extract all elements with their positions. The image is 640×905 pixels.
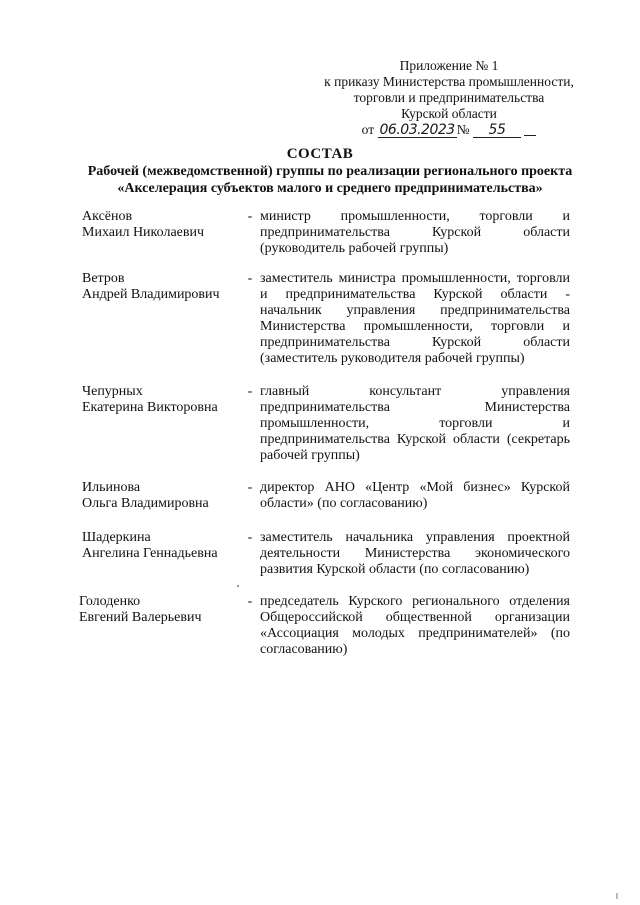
document-title: СОСТАВ [286,146,354,162]
member-name [82,480,242,512]
order-date-number-line [318,122,580,138]
member-role: председатель Курского регионального отделения Общероссийской общественной организации «Ассоциация молодых предпринимателей» (по согласованию) [260,594,570,657]
member-given-names: Ольга Владимировна [82,496,209,511]
subtitle-line-1: Рабочей (межведомственной) группы по реализации регионального проекта [87,164,573,179]
member-name [82,209,242,241]
scan-speck [237,585,239,587]
member-role: заместитель министра промышленности, торговли и предпринимательства Курской области - начальник управления предпринимательства Министерства промышленности, торговли и предпринимательства Курской области (заместитель руководителя рабочей группы) [260,271,570,366]
member-name [79,594,239,626]
member-dash: - [247,271,253,286]
member-surname: Ветров [82,271,125,286]
member-role: главный консультант управления предпринимательства Министерства промышленности, торговли и предпринимательства Курской области (секретарь рабочей группы) [260,384,570,463]
member-surname: Чепурных [82,384,143,399]
member-name [82,271,242,303]
member-given-names: Ангелина Геннадьевна [82,546,218,561]
member-dash: - [247,530,253,545]
member-surname: Голоденко [79,594,141,609]
member-given-names: Евгений Валерьевич [79,610,202,625]
member-role: министр промышленности, торговли и предпринимательства Курской области (руководитель рабочей группы) [260,209,570,256]
member-given-names: Екатерина Викторовна [82,400,218,415]
appendix-ministry: торговли и предпринимательства [353,90,545,105]
scan-corner-mark [616,893,618,899]
member-role: директор АНО «Центр «Мой бизнес» Курской области» (по согласованию) [260,480,570,511]
number-label: № [456,122,470,137]
underline-tail [524,123,536,136]
appendix-number: Приложение № 1 [399,58,499,73]
handwritten-order-number: 55 [473,123,521,138]
appendix-header [318,58,580,138]
member-dash: - [247,480,253,495]
member-name [82,384,242,416]
document-subtitle [60,163,600,197]
member-given-names: Андрей Владимирович [82,287,220,302]
member-given-names: Михаил Николаевич [82,225,205,240]
from-label: от [361,122,375,137]
member-surname: Ильинова [82,480,141,495]
member-name [82,530,242,562]
appendix-region: Курской области [401,106,497,121]
member-dash: - [247,384,253,399]
subtitle-line-2: «Акселерация субъектов малого и среднего предпринимательства» [117,181,543,196]
handwritten-order-date: 06.03.2023 [379,122,455,138]
member-dash: - [247,594,253,609]
member-dash: - [247,209,253,224]
member-surname: Шадеркина [82,530,151,545]
member-surname: Аксёнов [82,209,133,224]
member-role: заместитель начальника управления проектной деятельности Министерства экономического развития Курской области (по согласованию) [260,530,570,577]
appendix-order-ref: к приказу Министерства промышленности, [324,74,574,89]
